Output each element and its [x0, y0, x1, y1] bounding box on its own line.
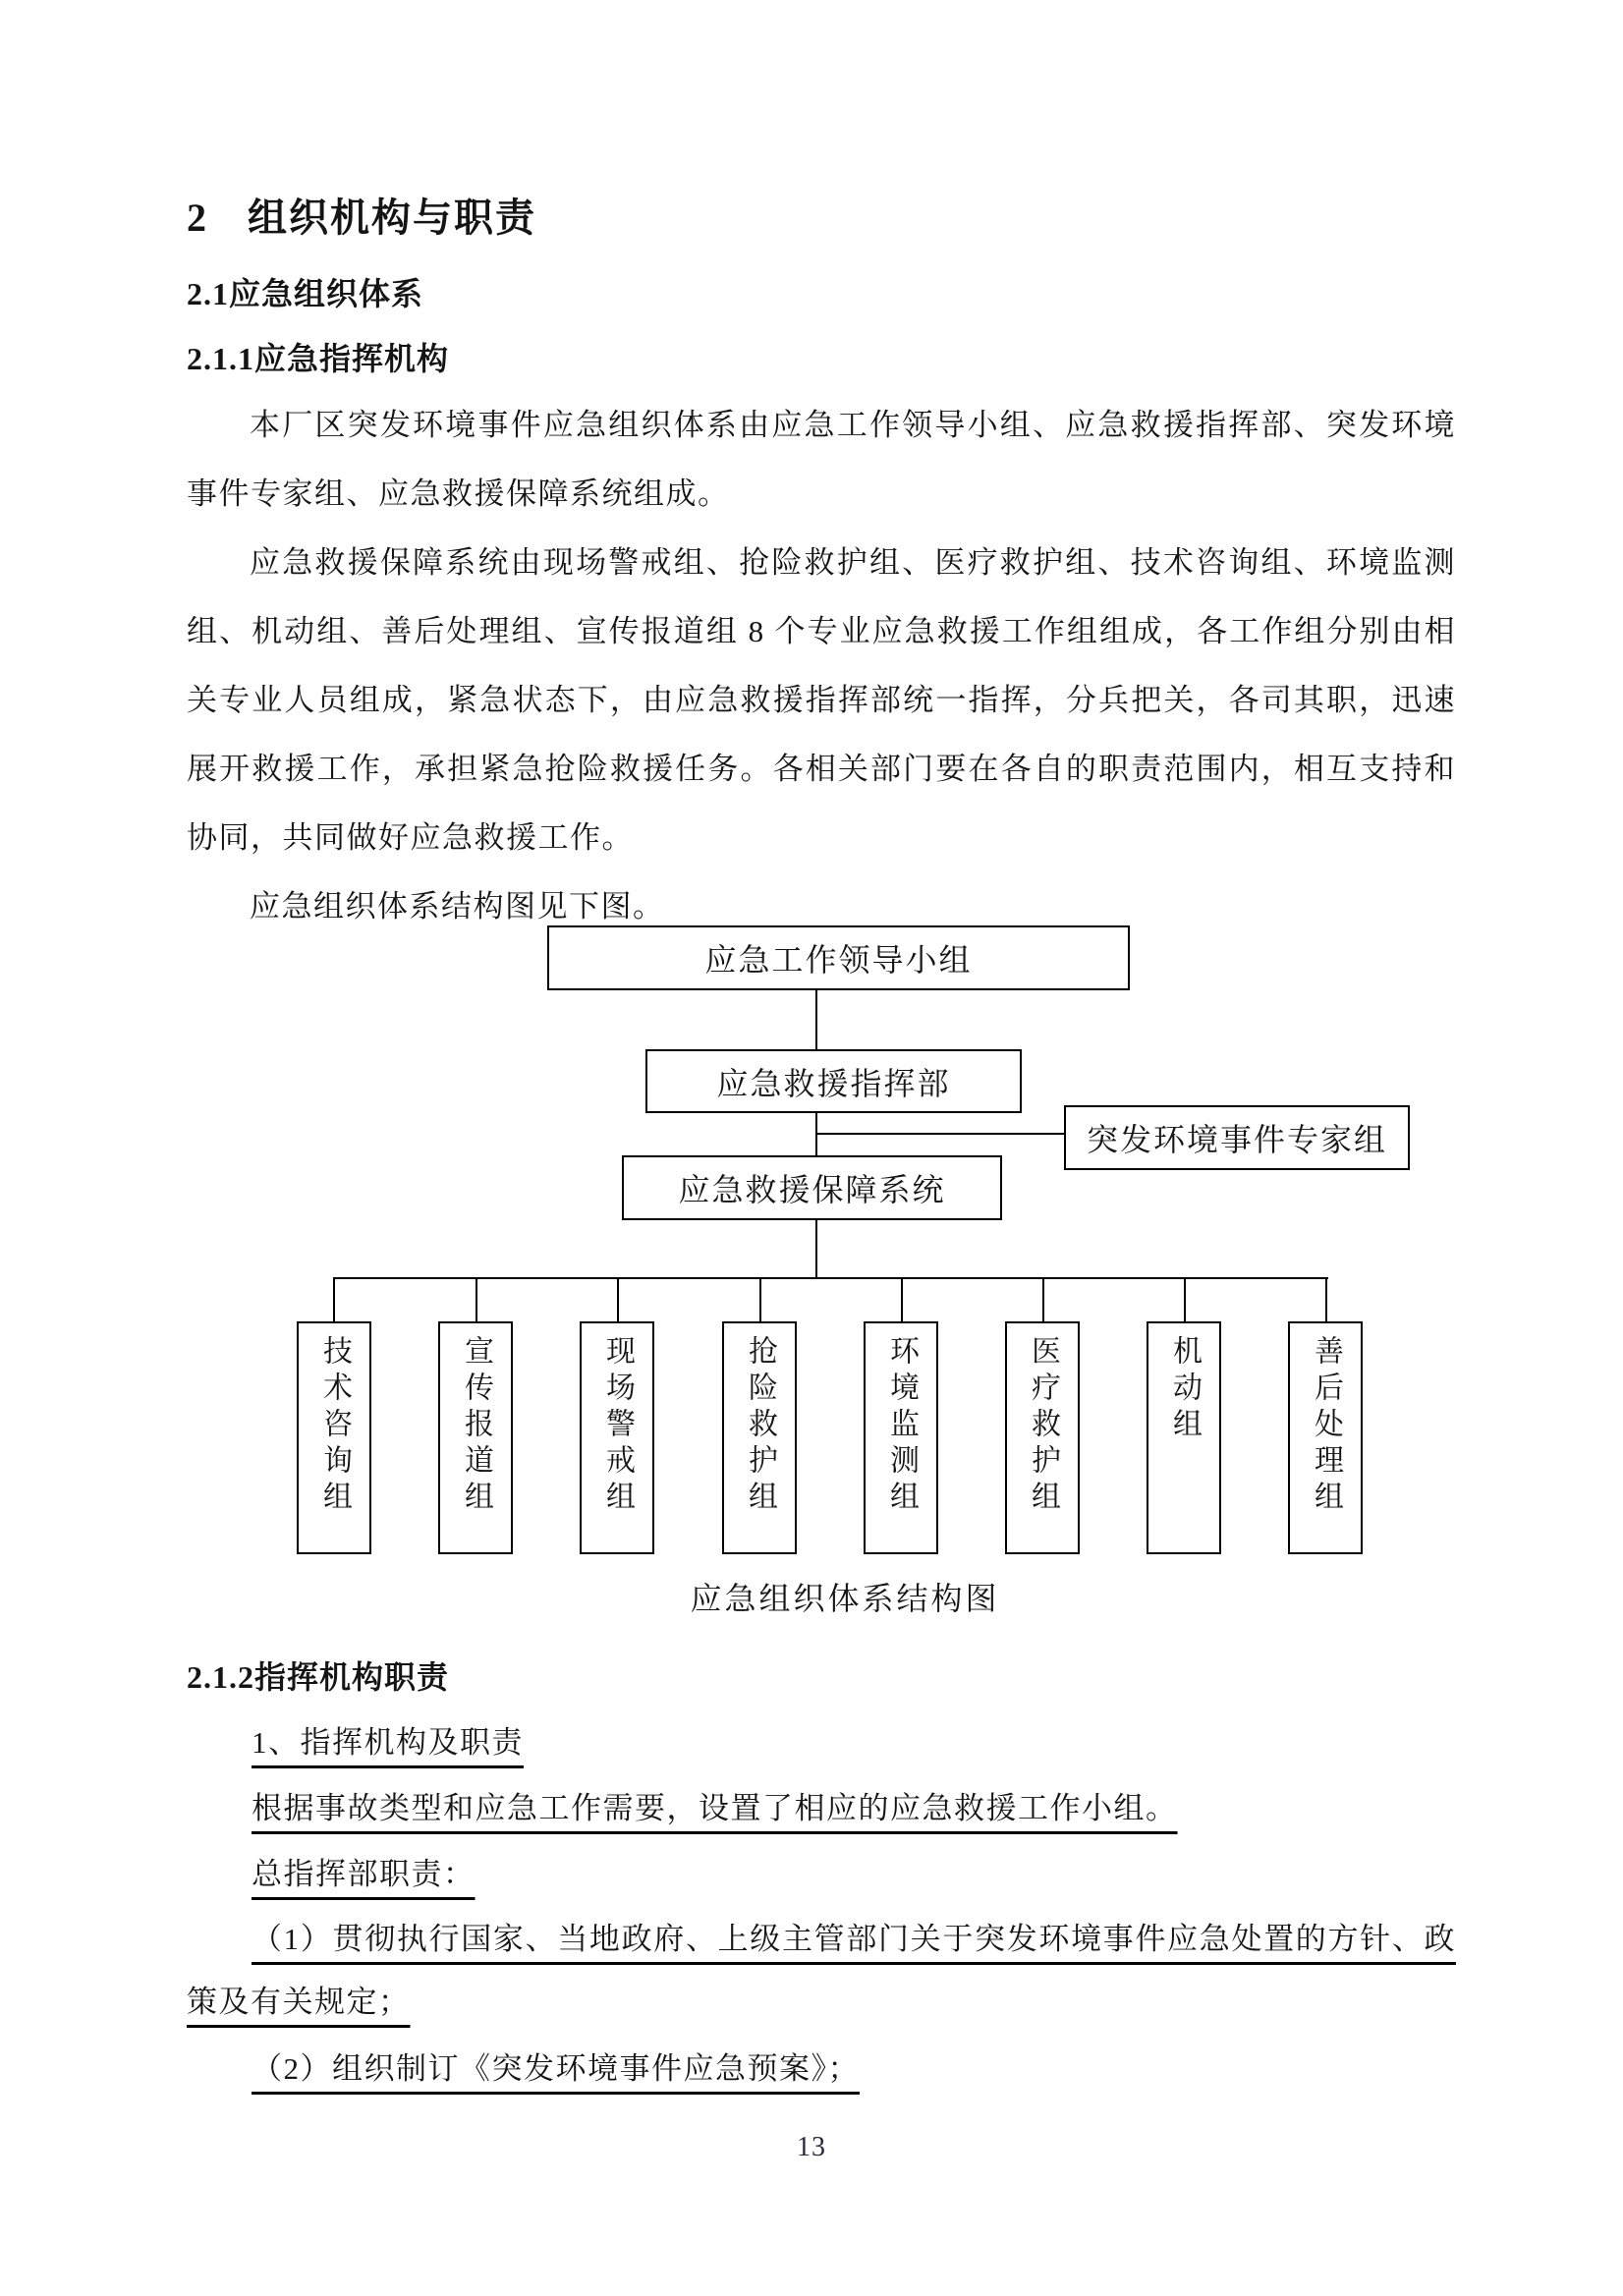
section-heading-2-1-1: 2.1.1应急指挥机构	[187, 341, 450, 376]
duty-line-setup: 根据事故类型和应急工作需要，设置了相应的应急救援工作小组。	[252, 1791, 1178, 1825]
section-title: 组织机构与职责	[248, 196, 536, 240]
org-box-command-center: 应急救援指挥部	[645, 1049, 1022, 1113]
work-group-label: 医疗救护组	[1027, 1335, 1059, 1517]
org-box-support-system: 应急救援保障系统	[622, 1155, 1002, 1220]
org-box-work-group-aftermath	[1288, 1321, 1363, 1554]
connector-drop-line	[333, 1279, 335, 1321]
work-group-label: 环境监测组	[885, 1335, 918, 1517]
connector-drop-line	[759, 1279, 761, 1321]
connector-drop-line	[901, 1279, 903, 1321]
body-paragraph-org-system: 本厂区突发环境事件应急组织体系由应急工作领导小组、应急救援指挥部、突发环境事件专家组、应急救援保障系统组成。	[187, 408, 1456, 511]
duty-line-hq-duties: 总指挥部职责：	[252, 1857, 476, 1891]
section-number: 2	[187, 196, 208, 240]
connector-line-distribution	[333, 1277, 1328, 1279]
connector-drop-line	[1184, 1279, 1186, 1321]
connector-line-vertical-3	[815, 1220, 817, 1279]
work-group-label: 善后处理组	[1310, 1335, 1342, 1517]
work-group-label: 现场警戒组	[601, 1335, 634, 1517]
org-box-work-group-emergency-rescue	[722, 1321, 797, 1554]
connector-drop-line	[1042, 1279, 1044, 1321]
org-box-work-group-publicity	[438, 1321, 513, 1554]
section-heading-2-1: 2.1应急组织体系	[187, 276, 424, 311]
page-number: 13	[797, 2132, 826, 2162]
org-box-expert-group: 突发环境事件专家组	[1064, 1105, 1410, 1170]
org-box-work-group-mobile	[1147, 1321, 1221, 1554]
connector-drop-line	[476, 1279, 477, 1321]
connector-line-expert	[816, 1133, 1064, 1135]
duty-item-1: （1）贯彻执行国家、当地政府、上级主管部门关于突发环境事件应急处置的方针、政策及有关规定；	[187, 1922, 1456, 2019]
body-paragraph-support-system: 应急救援保障系统由现场警戒组、抢险救护组、医疗救护组、技术咨询组、环境监测组、机动组、善后处理组、宣传报道组 8 个专业应急救援工作组组成，各工作组分别由相关专业人员组成，紧急状态下，由应急救援指挥部统一指挥，分兵把关，各司其职，迅速展开救援工作，承担紧急抢险救援任务。各相关部门要在各自的职责范围内，相互支持和协同，共同做好应急救援工作。	[187, 545, 1456, 855]
org-chart-caption: 应急组织体系结构图	[690, 1581, 1000, 1616]
org-box-work-group-site-security	[580, 1321, 654, 1554]
org-box-work-group-env-monitoring	[864, 1321, 938, 1554]
work-group-label: 技术咨询组	[318, 1335, 351, 1517]
body-paragraph-figure-reference: 应急组织体系结构图见下图。	[250, 889, 665, 924]
work-group-label: 抢险救护组	[744, 1335, 776, 1517]
duty-item-2: （2）组织制订《突发环境事件应急预案》；	[252, 2051, 860, 2086]
connector-drop-line	[1325, 1279, 1327, 1321]
org-box-work-group-technical	[297, 1321, 371, 1554]
connector-drop-line	[617, 1279, 619, 1321]
section-heading-2-1-2: 2.1.2指挥机构职责	[187, 1659, 450, 1695]
duty-line-command-structure: 1、指挥机构及职责	[252, 1725, 524, 1760]
work-group-label: 机动组	[1168, 1335, 1201, 1444]
work-group-label: 宣传报道组	[460, 1335, 492, 1517]
section-heading-level1	[187, 187, 536, 243]
connector-line-vertical-1	[815, 990, 817, 1049]
org-box-leadership-group: 应急工作领导小组	[547, 925, 1130, 990]
org-box-work-group-medical	[1005, 1321, 1080, 1554]
